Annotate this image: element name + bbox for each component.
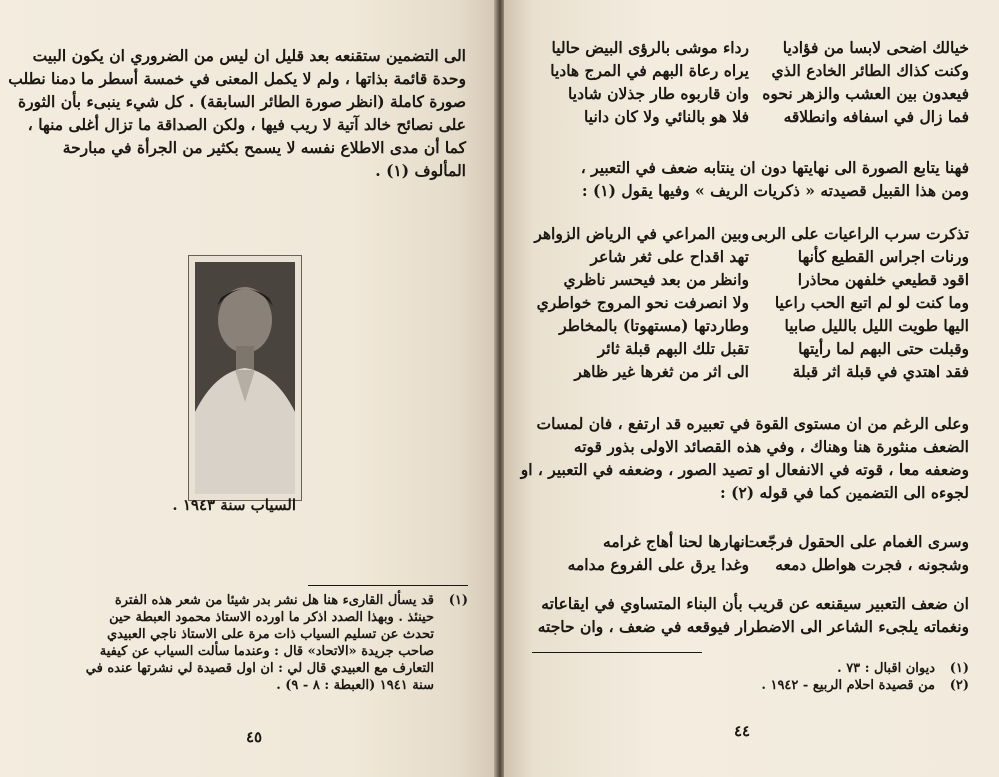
page-number: ٤٤ xyxy=(734,722,751,740)
footnote-line xyxy=(529,677,969,694)
footnote-line: حينئذ . وبهذا الصدد اذكر ما اورده الاستاذ محمود العبطة حين xyxy=(109,610,434,625)
verse-hemistich: اقود قطيعي خلفهن محاذرا xyxy=(797,270,969,289)
text-line: وحدة قائمة بذاتها ، ولم لا يكمل المعنى في خمسة أسطر ما دمنا نطلب xyxy=(8,69,466,88)
verse-hemistich: وسرى الغمام على الحقول فرجّعت xyxy=(744,532,969,551)
verse-hemistich: وطاردتها (مستهوتا) بالمخاطر xyxy=(559,316,749,335)
paragraph-2 xyxy=(520,412,969,504)
verse-line xyxy=(536,291,969,314)
footnotes xyxy=(529,660,969,694)
footnote-text: ديوان اقبال : ٧٣ . xyxy=(837,661,935,676)
verse-block-top xyxy=(549,36,969,128)
verse-hemistich: وان قاربوه طار جذلان شاديا xyxy=(568,84,749,103)
verse-hemistich: وقبلت حتى البهم لما رأيتها xyxy=(798,339,969,358)
verse-line xyxy=(549,245,969,268)
footnote-rule xyxy=(308,585,468,586)
verse-hemistich: يراه رعاة البهم في المرج هاديا xyxy=(550,61,749,80)
verse-hemistich: تذكرت سرب الراعيات على الربى xyxy=(751,224,969,243)
verse-line xyxy=(549,553,969,576)
verse-hemistich: رداء موشى بالرؤى البيض حاليا xyxy=(551,38,749,57)
verse-hemistich: خيالك اضحى لابسا من فؤاديا xyxy=(782,38,969,57)
text-line: ان ضعف التعبير سيقنعه عن قريب بأن البناء المتساوي في ايقاعاته xyxy=(541,594,969,613)
verse-line xyxy=(549,314,969,337)
verse-hemistich: وما كنت لو لم اتبع الحب راعيا xyxy=(774,293,969,312)
text-line: الضعف منثورة هنا وهناك ، وفي هذه القصائد الاولى بذور قوته xyxy=(573,437,969,456)
footnote-marker: (٢) xyxy=(949,678,969,693)
verse-hemistich: ورنات اجراس القطيع كأنها xyxy=(797,247,969,266)
footnote-line: قد يسأل القارىء هنا هل نشر بدر شيئا من شعر هذه الفترة xyxy=(114,593,434,608)
verse-hemistich: وانظر من بعد فيحسر ناظري xyxy=(563,270,749,289)
footnote-text: من قصيدة احلام الربيع - ١٩٤٢ . xyxy=(761,678,935,693)
verse-hemistich: فقد اهتدي في قبلة اثر قبلة xyxy=(792,362,969,381)
right-page xyxy=(504,0,999,777)
text-line: وضعفه معا ، قوته في الانفعال او تصيد الصور ، وضعفه في التعبير ، او xyxy=(520,460,969,479)
portrait-figure-icon xyxy=(195,262,295,494)
verse-hemistich: تقبل تلك البهم قبلة ثائر xyxy=(597,339,749,358)
left-paragraph xyxy=(8,44,466,182)
verse-block-bottom xyxy=(549,530,969,576)
footnote-line: تحدث عن تسليم السياب ذات مرة على الاستاذ ناجي العبيدي xyxy=(106,627,434,642)
text-line: كما أن مدى الاطلاع نفسه لا يسمح بكثير من الجرأة في مبارحة xyxy=(62,138,466,157)
verse-hemistich: وشجونه ، فجرت هواطل دمعه xyxy=(775,555,969,574)
verse-hemistich: انهارها لحنا أهاج غرامه xyxy=(603,532,749,551)
verse-hemistich: تهد اقداح على ثغر شاعر xyxy=(590,247,749,266)
footnote-marker: (١) xyxy=(448,593,468,608)
footnote-line: التعارف مع العبيدي قال لي : ان اول قصيدة لي نشرتها عنده في xyxy=(85,661,434,676)
text-line: فهنا يتابع الصورة الى نهايتها دون ان ينتابه ضعف في التعبير ، xyxy=(580,158,969,177)
text-line: على نصائح خالد آتية لا ريب فيها ، ولكن الصداقة ما تزال أغلى منها ، xyxy=(27,115,466,134)
verse-line xyxy=(549,59,969,82)
text-line: ومن هذا القبيل قصيدته « ذكريات الريف » وفيها يقول (١) : xyxy=(581,181,969,200)
verse-hemistich: فما زال في اسفافه وانطلاقه xyxy=(783,107,969,126)
verse-block-middle xyxy=(534,222,969,383)
verse-hemistich: وكنت كذاك الطائر الخادع الذي xyxy=(771,61,969,80)
verse-hemistich: فيعدون بين العشب والزهر نحوه xyxy=(762,84,969,103)
portrait-photo xyxy=(188,255,302,501)
footnote-line: سنة ١٩٤١ (العبطة : ٨ - ٩) . xyxy=(276,678,434,693)
paragraph-3 xyxy=(529,592,969,638)
text-line: لجوءه الى التضمين كما في قوله (٢) : xyxy=(719,483,969,502)
verse-hemistich: اليها طويت الليل بالليل صابيا xyxy=(784,316,969,335)
page-number: ٤٥ xyxy=(246,728,263,746)
text-line: ونغماته يلجىء الشاعر الى الاضطرار فيوقعه في ضعف ، وان حاجته xyxy=(537,617,969,636)
text-line: صورة كاملة (انظر صورة الطائر السابقة) . كل شيء ينبىء بأن الثورة xyxy=(17,92,466,111)
footnote-line: صاحب جريدة «الاتحاد» قال : وعندما سألت السياب عن كيفية xyxy=(99,644,434,659)
verse-hemistich: وغدا يرق على الفروع مدامه xyxy=(567,555,749,574)
left-page xyxy=(0,0,496,777)
verse-line xyxy=(549,337,969,360)
footnote-line xyxy=(529,660,969,677)
paragraph-1 xyxy=(529,156,969,202)
verse-line xyxy=(549,268,969,291)
photo-caption: السياب سنة ١٩٤٣ . xyxy=(172,496,296,514)
text-line: الى التضمين ستقنعه بعد قليل ان ليس من الضروري ان يكون البيت xyxy=(32,46,466,65)
footnote-block xyxy=(24,592,434,694)
verse-line xyxy=(549,530,969,553)
text-line: المألوف (١) . xyxy=(375,161,466,180)
verse-hemistich: ولا انصرفت نحو المروج خواطري xyxy=(536,293,749,312)
text-line: وعلى الرغم من ان مستوى القوة في تعبيره قد ارتفع ، فان لمسات xyxy=(536,414,969,433)
verse-line xyxy=(534,222,969,245)
verse-hemistich: وبين المراعي في الرياض الزواهر xyxy=(534,224,749,243)
verse-hemistich: فلا هو بالنائي ولا كان دانيا xyxy=(584,107,749,126)
verse-line xyxy=(549,360,969,383)
footnote-rule xyxy=(532,652,702,653)
portrait-image xyxy=(195,262,295,494)
footnote-marker: (١) xyxy=(949,661,969,676)
verse-line xyxy=(549,105,969,128)
verse-hemistich: الى اثر من ثغرها غير ظاهر xyxy=(574,362,749,381)
verse-line xyxy=(549,36,969,59)
verse-line xyxy=(549,82,969,105)
